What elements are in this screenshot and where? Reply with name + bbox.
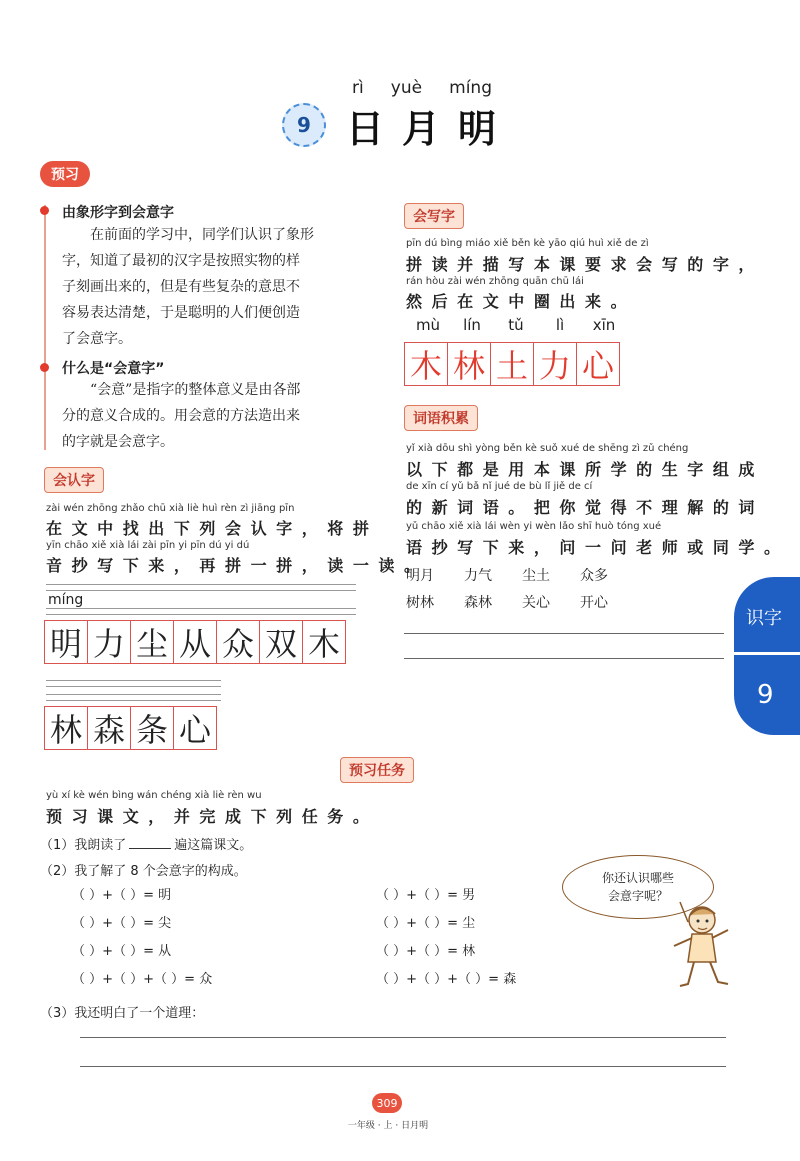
recognize-grid-2 xyxy=(44,706,217,750)
task-text: 预 习 课 文 ， 并 完 成 下 列 任 务 。 xyxy=(46,807,371,826)
answer-line[interactable] xyxy=(404,658,724,659)
intro-p2-line: “会意”是指字的整体意义是由各部 xyxy=(90,382,301,398)
formula-left[interactable]: （ ）+（ ）+（ ）= 众 xyxy=(72,972,213,987)
vocab-pinyin-1: yǐ xià dōu shì yòng běn kè suǒ xué de shēng zì zǔ chéng xyxy=(406,443,689,454)
q1-suffix: 遍这篇课文。 xyxy=(174,838,253,853)
title-pinyin-1: rì xyxy=(352,78,364,98)
footer-caption: 一年级 · 上 · 日月明 xyxy=(347,1121,429,1131)
example-pinyin: míng xyxy=(48,592,84,608)
vocab-word: 众多 xyxy=(580,568,608,584)
formula-left[interactable]: （ ）+（ ）= 从 xyxy=(72,944,172,959)
vocab-text-3: 语 抄 写 下 来 ， 问 一 问 老 师 或 同 学 。 xyxy=(406,538,782,557)
formula-left[interactable]: （ ）+（ ）= 明 xyxy=(72,888,172,903)
grid-cell: 条 xyxy=(131,707,174,749)
preview-tag-label: 预习 xyxy=(51,167,79,183)
title-pinyin-3: míng xyxy=(449,78,492,98)
side-tab-number: 9 xyxy=(757,680,774,710)
grid-cell: 力 xyxy=(88,621,131,663)
recognize-pinyin-1: zài wén zhōng zhǎo chū xià liè huì rèn zì jiāng pīn xyxy=(46,503,295,514)
char-pinyin: tǔ xyxy=(508,316,524,334)
grid-cell: 尘 xyxy=(131,621,174,663)
writing-line xyxy=(46,584,356,585)
intro-p1-line: 字，知道了最初的汉字是按照实物的样 xyxy=(62,253,300,269)
writing-line xyxy=(46,680,221,681)
intro-p1-line: 在前面的学习中，同学们认识了象形 xyxy=(90,227,314,243)
grid-cell: 心 xyxy=(174,707,216,749)
recognize-tag: 会认字 xyxy=(44,467,104,493)
vocab-word: 关心 xyxy=(522,595,550,611)
task-pinyin: yù xí kè wén bìng wán chéng xià liè rèn wu xyxy=(46,790,262,801)
char-pinyin: mù xyxy=(415,316,441,334)
vocab-word: 尘土 xyxy=(522,568,550,584)
bullet-icon xyxy=(40,206,49,215)
grid-cell: 双 xyxy=(260,621,303,663)
char-pinyin: lín xyxy=(463,316,481,334)
answer-line[interactable] xyxy=(80,1037,726,1038)
question-2: （2）我了解了 8 个会意字的构成。 xyxy=(40,864,247,879)
vocab-word: 明月 xyxy=(406,568,434,584)
grid-cell: 从 xyxy=(174,621,217,663)
vocab-pinyin-3: yǔ chāo xiě xià lái wèn yi wèn lǎo shī huò tóng xué xyxy=(406,521,662,532)
question-1 xyxy=(40,834,252,853)
writing-line xyxy=(46,700,221,701)
grid-cell: 森 xyxy=(88,707,131,749)
title-pinyin-2: yuè xyxy=(390,78,423,98)
answer-line[interactable] xyxy=(404,633,724,634)
char-pinyin: lì xyxy=(555,316,565,334)
preview-tag xyxy=(40,161,90,187)
grid-cell: 明 xyxy=(45,621,88,663)
task-tag: 预习任务 xyxy=(340,757,414,783)
write-pinyin-2: rán hòu zài wén zhōng quān chū lái xyxy=(406,276,584,287)
write-grid xyxy=(404,342,620,386)
title-char-3: 明 xyxy=(457,107,496,151)
writing-line xyxy=(46,614,356,615)
intro-p1-line: 容易表达清楚，于是聪明的人们便创造 xyxy=(62,305,300,321)
title-char-1: 日 xyxy=(346,107,385,151)
char-pinyin: xīn xyxy=(592,316,616,334)
formula-left[interactable]: （ ）+（ ）= 尖 xyxy=(72,916,172,931)
bubble-line: 你还认识哪些 xyxy=(601,871,674,885)
write-cell: 木 xyxy=(405,343,448,385)
vocab-word: 树林 xyxy=(406,595,434,611)
grid-cell: 林 xyxy=(45,707,88,749)
title-char-2: 月 xyxy=(401,107,440,151)
q1-prefix: （1）我朗读了 xyxy=(40,838,127,853)
vocab-text-2: 的 新 词 语 。 把 你 觉 得 不 理 解 的 词 xyxy=(406,498,757,517)
boy-illustration-icon xyxy=(660,900,745,990)
vocab-word: 力气 xyxy=(464,568,492,584)
vocab-word: 开心 xyxy=(580,595,608,611)
write-cell: 林 xyxy=(448,343,491,385)
write-cell: 心 xyxy=(577,343,619,385)
title-pinyin xyxy=(352,78,492,98)
vocab-pinyin-2: de xīn cí yǔ bǎ nǐ jué de bù lǐ jiě de cí xyxy=(406,481,593,492)
intro-heading-2: 什么是“会意字” xyxy=(62,361,165,377)
lesson-number-badge xyxy=(282,103,326,147)
write-text-1: 拼 读 并 描 写 本 课 要 求 会 写 的 字 ， xyxy=(406,255,757,274)
intro-heading-1: 由象形字到会意字 xyxy=(62,205,174,221)
formula-right[interactable]: （ ）+（ ）+（ ）= 森 xyxy=(376,972,517,987)
page-number: 309 xyxy=(376,1096,398,1110)
vocab-words-row-1 xyxy=(406,565,638,585)
formula-right[interactable]: （ ）+（ ）= 林 xyxy=(376,944,476,959)
side-tab-label: 识字 xyxy=(746,608,782,629)
intro-p1-line: 子刻画出来的，但是有些复杂的意思不 xyxy=(62,279,300,295)
intro-p1-line: 了会意字。 xyxy=(62,331,132,347)
recognize-text-1: 在 文 中 找 出 下 列 会 认 字 ， 将 拼 xyxy=(46,519,371,538)
answer-line[interactable] xyxy=(80,1066,726,1067)
vocab-text-1: 以 下 都 是 用 本 课 所 学 的 生 字 组 成 xyxy=(406,460,757,479)
q1-blank[interactable] xyxy=(129,848,171,849)
question-3: （3）我还明白了一个道理： xyxy=(40,1006,205,1021)
writing-line xyxy=(46,590,356,591)
intro-paragraph-2 xyxy=(62,377,362,455)
writing-line xyxy=(46,608,356,609)
write-cell: 土 xyxy=(491,343,534,385)
intro-p2-line: 分的意义合成的。用会意的方法造出来 xyxy=(62,408,300,424)
write-pinyin-1: pīn dú bìng miáo xiě běn kè yāo qiú huì xiě de zì xyxy=(406,238,649,249)
write-tag: 会写字 xyxy=(404,203,464,229)
bullet-icon xyxy=(40,363,49,372)
bubble-line: 会意字呢？ xyxy=(607,889,668,903)
vocab-tag: 词语积累 xyxy=(404,405,478,431)
vocab-words-row-2 xyxy=(406,592,638,612)
lesson-number: 9 xyxy=(297,113,311,137)
side-tab xyxy=(734,577,800,735)
intro-paragraph-1 xyxy=(62,222,362,352)
write-text-2: 然 后 在 文 中 圈 出 来 。 xyxy=(406,292,629,311)
writing-line xyxy=(46,694,221,695)
recognize-grid-1 xyxy=(44,620,346,664)
side-tab-divider xyxy=(734,652,800,655)
recognize-text-2: 音 抄 写 下 来 ， 再 拼 一 拼 ， 读 一 读 。 xyxy=(46,556,422,575)
page-title xyxy=(346,98,496,153)
page-number-badge xyxy=(372,1093,402,1113)
formula-right[interactable]: （ ）+（ ）= 尘 xyxy=(376,916,476,931)
writing-line xyxy=(46,686,221,687)
intro-p2-line: 的字就是会意字。 xyxy=(62,434,174,450)
write-char-pinyin xyxy=(406,316,626,334)
formula-right[interactable]: （ ）+（ ）= 男 xyxy=(376,888,476,903)
vocab-word: 森林 xyxy=(464,595,492,611)
grid-cell: 木 xyxy=(303,621,345,663)
write-cell: 力 xyxy=(534,343,577,385)
intro-rule xyxy=(44,205,46,450)
recognize-pinyin-2: yīn chāo xiě xià lái zài pīn yi pīn dú yi dú xyxy=(46,540,250,551)
grid-cell: 众 xyxy=(217,621,260,663)
